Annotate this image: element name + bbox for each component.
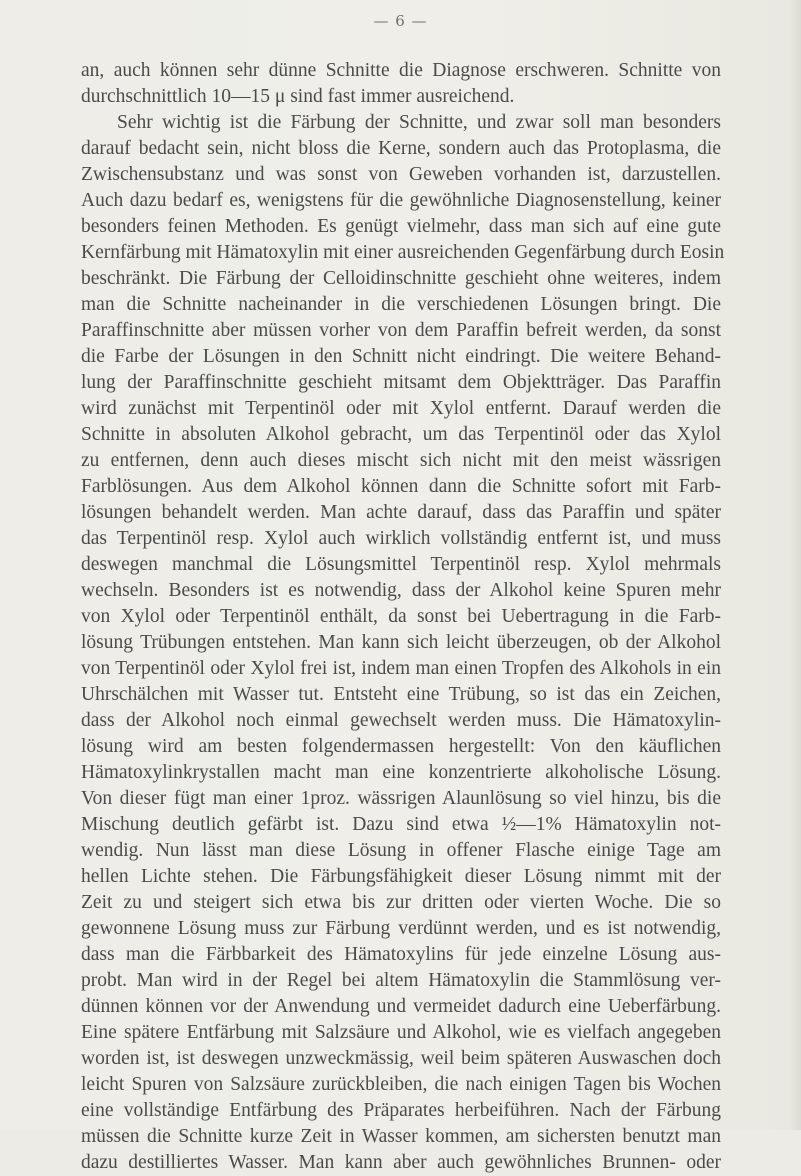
text-line: deswegen manchmal die Lösungsmittel Terpentinöl resp. Xylol mehrmals <box>81 554 721 575</box>
text-line: müssen die Schnitte kurze Zeit in Wasser kommen, am sichersten benutzt man <box>81 1126 721 1147</box>
text-line: dazu destilliertes Wasser. Man kann aber auch gewöhnliches Brunnen- oder <box>81 1152 721 1173</box>
text-line: Paraffinschnitte aber müssen vorher von dem Paraffin befreit werden, da sonst <box>81 320 721 341</box>
text-line: worden ist, ist deswegen unzweckmässig, weil beim späteren Auswaschen doch <box>81 1048 721 1069</box>
text-line: gewonnene Lösung muss zur Färbung verdünnt werden, und es ist notwendig, <box>81 918 721 939</box>
text-line: Zwischensubstanz und was sonst von Geweben vorhanden ist, darzustellen. <box>81 164 721 185</box>
text-line: dass man die Färbbarkeit des Hämatoxylins für jede einzelne Lösung aus- <box>81 944 721 965</box>
text-line: von Xylol oder Terpentinöl enthält, da sonst bei Uebertragung in die Farb- <box>81 606 721 627</box>
text-line: Farblösungen. Aus dem Alkohol können dann die Schnitte sofort mit Farb- <box>81 476 721 497</box>
text-line: durchschnittlich 10—15 μ sind fast immer ausreichend. <box>81 86 515 107</box>
text-line: die Farbe der Lösungen in den Schnitt nicht eindringt. Die weitere Behand- <box>81 346 721 367</box>
text-line: eine vollständige Entfärbung des Präparates herbeiführen. Nach der Färbung <box>81 1100 721 1121</box>
text-line: von Terpentinöl oder Xylol frei ist, indem man einen Tropfen des Alkohols in ein <box>81 658 721 679</box>
text-line: beschränkt. Die Färbung der Celloidinschnitte geschieht ohne weiteres, indem <box>81 268 721 289</box>
text-line: Mischung deutlich gefärbt ist. Dazu sind etwa ½—1% Hämatoxylin not- <box>81 814 721 835</box>
text-line: besonders feinen Methoden. Es genügt vielmehr, dass man sich auf eine gute <box>81 216 721 237</box>
text-line: Zeit zu und steigert sich etwa bis zur dritten oder vierten Woche. Die so <box>81 892 721 913</box>
text-line: lösungen behandelt werden. Man achte darauf, dass das Paraffin und später <box>81 502 721 523</box>
text-line: Hämatoxylinkrystallen macht man eine konzentrierte alkoholische Lösung. <box>81 762 721 783</box>
text-line: lösung Trübungen entstehen. Man kann sich leicht überzeugen, ob der Alkohol <box>81 632 721 653</box>
text-line: Auch dazu bedarf es, wenigstens für die gewöhnliche Diagnosenstellung, keiner <box>81 190 721 211</box>
text-line: hellen Lichte stehen. Die Färbungsfähigkeit dieser Lösung nimmt mit der <box>81 866 721 887</box>
text-line: probt. Man wird in der Regel bei altem Hämatoxylin die Stammlösung ver- <box>81 970 721 991</box>
text-line: Schnitte in absoluten Alkohol gebracht, um das Terpentinöl oder das Xylol <box>81 424 721 445</box>
text-line: lung der Paraffinschnitte geschieht mitsamt dem Objektträger. Das Paraffin <box>81 372 721 393</box>
text-line: dünnen können vor der Anwendung und vermeidet dadurch eine Ueberfärbung. <box>81 996 721 1017</box>
text-line: dass der Alkohol noch einmal gewechselt werden muss. Die Hämatoxylin- <box>81 710 721 731</box>
text-line: zu entfernen, denn auch dieses mischt sich nicht mit den meist wässrigen <box>81 450 721 471</box>
page-edge-shadow <box>789 0 801 1130</box>
text-line: darauf bedacht sein, nicht bloss die Kerne, sondern auch das Protoplasma, die <box>81 138 721 159</box>
text-line: an, auch können sehr dünne Schnitte die Diagnose erschweren. Schnitte von <box>81 60 721 81</box>
text-line: das Terpentinöl resp. Xylol auch wirklich vollständig entfernt ist, und muss <box>81 528 721 549</box>
text-line: Uhrschälchen mit Wasser tut. Entsteht eine Trübung, so ist das ein Zeichen, <box>81 684 721 705</box>
body-text <box>81 58 725 1176</box>
text-line: Kernfärbung mit Hämatoxylin mit einer ausreichenden Gegenfärbung durch Eosin <box>81 242 725 263</box>
page-number-header: — 6 — <box>373 12 428 30</box>
text-line: Eine spätere Entfärbung mit Salzsäure und Alkohol, wie es vielfach angegeben <box>81 1022 721 1043</box>
text-line: man die Schnitte nacheinander in die verschiedenen Lösungen bringt. Die <box>81 294 721 315</box>
text-line: wendig. Nun lässt man diese Lösung in offener Flasche einige Tage am <box>81 840 721 861</box>
text-line: Sehr wichtig ist die Färbung der Schnitte, und zwar soll man besonders <box>117 112 721 133</box>
text-line: lösung wird am besten folgendermassen hergestellt: Von den käuflichen <box>81 736 721 757</box>
text-line: wechseln. Besonders ist es notwendig, dass der Alkohol keine Spuren mehr <box>81 580 721 601</box>
text-line: wird zunächst mit Terpentinöl oder mit Xylol entfernt. Darauf werden die <box>81 398 721 419</box>
text-line: Von dieser fügt man einer 1proz. wässrigen Alaunlösung so viel hinzu, bis die <box>81 788 721 809</box>
text-line: leicht Spuren von Salzsäure zurückbleiben, die nach einigen Tagen bis Wochen <box>81 1074 721 1095</box>
